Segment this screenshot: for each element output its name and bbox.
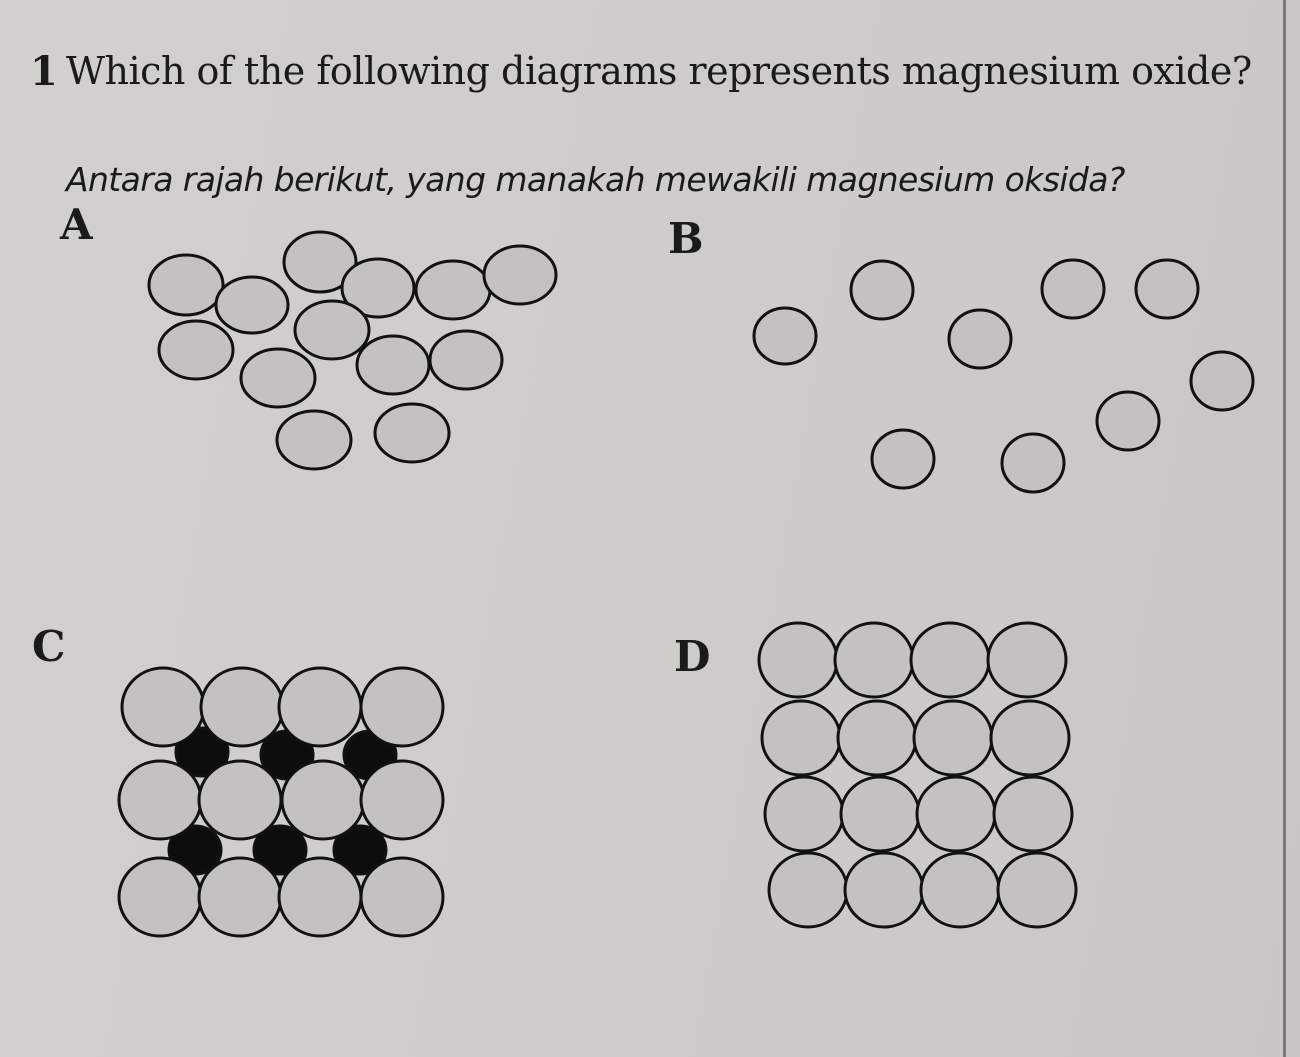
particle	[845, 853, 923, 927]
particle	[149, 255, 223, 315]
question-text-malay: Antara rajah berikut, yang manakah mewakili magnesium oksida?	[66, 160, 1125, 199]
diagram-c	[119, 668, 443, 936]
particle	[917, 777, 995, 851]
particle	[216, 277, 288, 333]
question-number: 1	[30, 48, 58, 95]
option-d-label[interactable]: D	[674, 632, 711, 681]
particle	[1191, 352, 1253, 410]
particle	[991, 701, 1069, 775]
option-c-label[interactable]: C	[32, 622, 66, 671]
particle	[765, 777, 843, 851]
particle	[754, 308, 816, 364]
particle	[295, 301, 369, 359]
particle	[998, 853, 1076, 927]
particle	[841, 777, 919, 851]
particle	[994, 777, 1072, 851]
particle	[241, 349, 315, 407]
large-ion	[199, 761, 281, 839]
particle	[759, 623, 837, 697]
option-a-label[interactable]: A	[60, 200, 93, 249]
large-ion	[119, 858, 201, 936]
particle	[159, 321, 233, 379]
particle	[375, 404, 449, 462]
particle	[484, 246, 556, 304]
particle	[416, 261, 490, 319]
large-ion	[119, 761, 201, 839]
large-ion	[282, 761, 364, 839]
diagram-d	[759, 623, 1076, 927]
diagram-b	[754, 260, 1253, 492]
particle	[838, 701, 916, 775]
particle	[872, 430, 934, 488]
large-ion	[279, 858, 361, 936]
question-text-english: Which of the following diagrams represents magnesium oxide?	[66, 49, 1252, 93]
large-ion	[361, 858, 443, 936]
particle	[835, 623, 913, 697]
particle	[949, 310, 1011, 368]
option-b-label[interactable]: B	[668, 214, 704, 263]
particle	[1042, 260, 1104, 318]
large-ion	[199, 858, 281, 936]
large-ion	[361, 761, 443, 839]
particle	[1097, 392, 1159, 450]
diagram-a	[149, 232, 556, 469]
particle	[762, 701, 840, 775]
particle	[430, 331, 502, 389]
large-ion	[361, 668, 443, 746]
particle	[769, 853, 847, 927]
particle	[914, 701, 992, 775]
particle	[988, 623, 1066, 697]
large-ion	[201, 668, 283, 746]
large-ion	[122, 668, 204, 746]
particle	[1136, 260, 1198, 318]
particle	[911, 623, 989, 697]
particle	[851, 261, 913, 319]
particle	[277, 411, 351, 469]
particle	[921, 853, 999, 927]
large-ion	[279, 668, 361, 746]
particle	[1002, 434, 1064, 492]
particle	[357, 336, 429, 394]
